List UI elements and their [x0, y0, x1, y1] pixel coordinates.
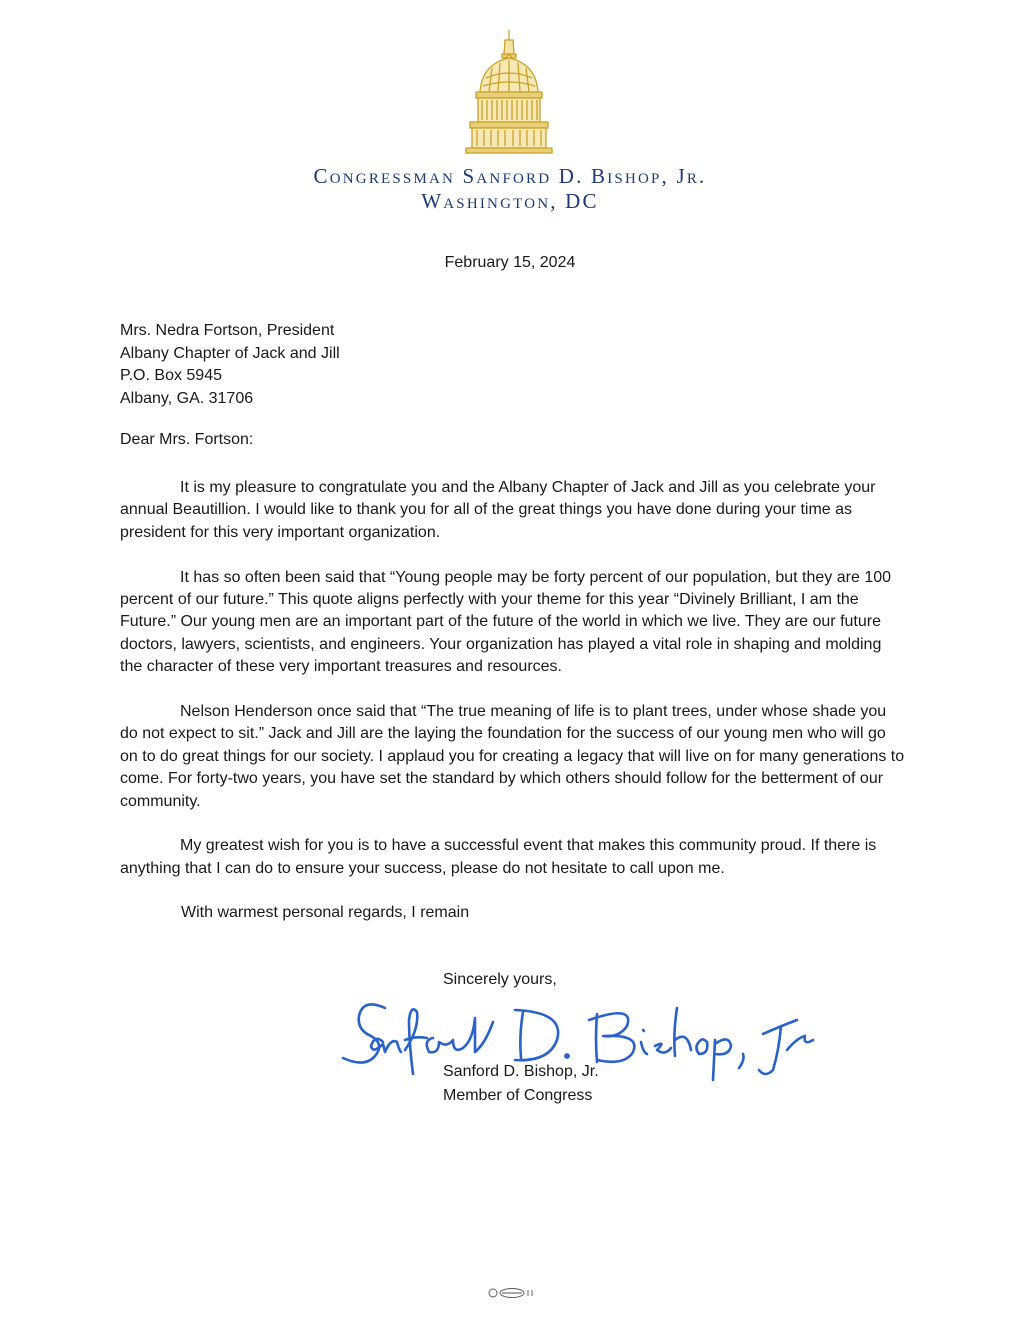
sign-off: Sincerely yours, — [443, 971, 557, 988]
letterhead-location: Washington, DC — [421, 189, 599, 213]
body-paragraph: My greatest wish for you is to have a successful event that makes this community proud. If there is anything that I can do to ensure your success, please do not hesitate to call upon me. — [120, 837, 877, 877]
body-paragraph: It has so often been said that “Young people may be forty percent of our population, but they are 100 percent of our future.” This quote aligns perfectly with your theme for this year “Divinely Brilliant, I am the Future.” Our young men are an important part of the future of the world in which we live. They are our future doctors, lawyers, scientists, and engineers. Your organization has played a vital role in shaping and molding the character of these very important treasures and resources. — [120, 568, 892, 676]
recipient-line: P.O. Box 5945 — [120, 367, 222, 384]
body-paragraph: Nelson Henderson once said that “The true meaning of life is to plant trees, under whose shade you do not expect to sit.” Jack and Jill are the laying the foundation for the success of our young men who will go on to do great things for our society. I applaud you for creating a legacy that will live on for many generations to come. For forty-two years, you have set the standard by which others should follow for the betterment of our community. — [120, 703, 905, 810]
signer-title: Member of Congress — [443, 1087, 593, 1104]
letter-body — [120, 477, 905, 903]
union-label-icon — [488, 1286, 540, 1300]
letter-date: February 15, 2024 — [444, 254, 576, 271]
recipient-line: Mrs. Nedra Fortson, President — [120, 322, 335, 339]
body-paragraph: It is my pleasure to congratulate you and the Albany Chapter of Jack and Jill as you celebrate your annual Beautillion. I would like to thank you for all of the great things you have done during your time as president for this very important organization. — [120, 479, 876, 541]
signer-name: Sanford D. Bishop, Jr. — [443, 1063, 599, 1080]
capitol-dome-icon — [462, 28, 556, 156]
recipient-address — [120, 320, 340, 410]
letterhead-name: Congressman Sanford D. Bishop, Jr. — [313, 164, 707, 188]
recipient-line: Albany, GA. 31706 — [120, 389, 254, 407]
signature-block — [443, 1060, 599, 1108]
closing-line: With warmest personal regards, I remain — [181, 904, 470, 921]
recipient-line: Albany Chapter of Jack and Jill — [120, 344, 340, 362]
salutation: Dear Mrs. Fortson: — [120, 431, 254, 448]
